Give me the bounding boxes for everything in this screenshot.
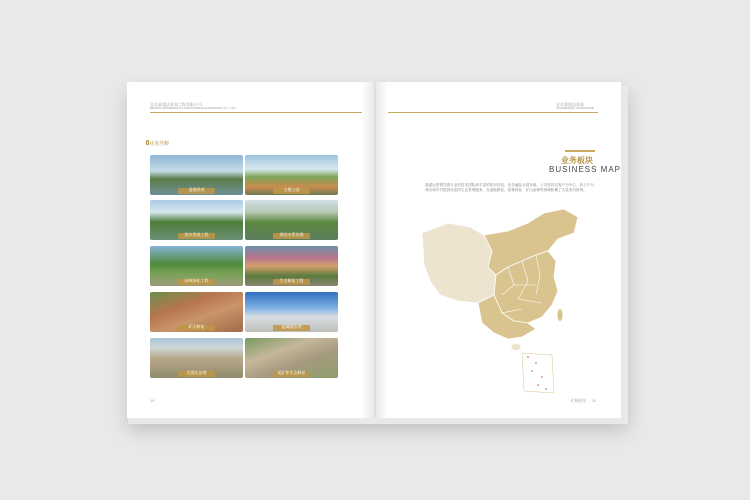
section-title: 业务范畴: [149, 141, 170, 147]
photo-waterfront: [150, 200, 243, 240]
photo-caption: 园林绿化工程: [184, 278, 209, 283]
photo-caption: 湿地景观: [188, 187, 205, 192]
right-footer-label: 业务板块: [570, 398, 586, 403]
photo-saline: [245, 292, 338, 332]
book-gutter: [362, 82, 388, 418]
photo-caption: 矿山修复: [188, 324, 205, 329]
intro-paragraph: 嘉盛达景观凭借专业的技术团队和丰富的项目经验，业务遍及全国各地。公司坚持以客户为中心，致力于为城市和乡村提供优质的生态景观服务，在湿地修复、园林绿化、矿山治理等领域积累了大量成功案例。: [425, 183, 594, 192]
map-title-cn: 业务板块: [561, 156, 593, 165]
photo-caption: 盐碱地治理: [281, 324, 302, 329]
photo-caption: 尾矿库生态修复: [277, 370, 306, 375]
map-hainan: [511, 344, 521, 351]
left-page-number: 10: [150, 398, 155, 403]
right-page-number: 11: [592, 398, 597, 403]
photo-lake: [245, 200, 338, 240]
photo-restoration: [245, 246, 338, 286]
photo-caption: 生态修复工程: [279, 278, 304, 283]
left-header-sub: BEIJING JIASHENGDA LANDSCAPE ENGINEERING CO., LTD: [150, 106, 236, 110]
title-accent-bar: [565, 150, 595, 152]
map-taiwan: [558, 309, 563, 321]
right-header-rule: [388, 112, 598, 113]
left-header-rule: [150, 112, 362, 113]
left-header-company: 北京嘉盛达景观工程有限公司: [150, 102, 202, 107]
photo-desert: [150, 338, 243, 378]
map-south-sea-islands: [527, 356, 547, 390]
photo-caption: 滨水景观工程: [184, 232, 209, 237]
photo-wetland: [150, 155, 243, 195]
photo-tailings: [245, 338, 338, 378]
photo-caption: 湖泊水系治理: [279, 232, 304, 237]
photo-caption: 荒漠化治理: [186, 370, 207, 375]
right-header-company: 北京嘉盛达景观: [556, 102, 584, 107]
china-map: [418, 205, 588, 395]
right-header-sub: JIASHENGDA LANDSCAPE: [556, 106, 595, 110]
photo-caption: 主题公园: [283, 187, 300, 192]
map-title-en: BUSINESS MAP: [549, 165, 622, 174]
photo-greening: [150, 246, 243, 286]
photo-mine: [150, 292, 243, 332]
photo-park: [245, 155, 338, 195]
